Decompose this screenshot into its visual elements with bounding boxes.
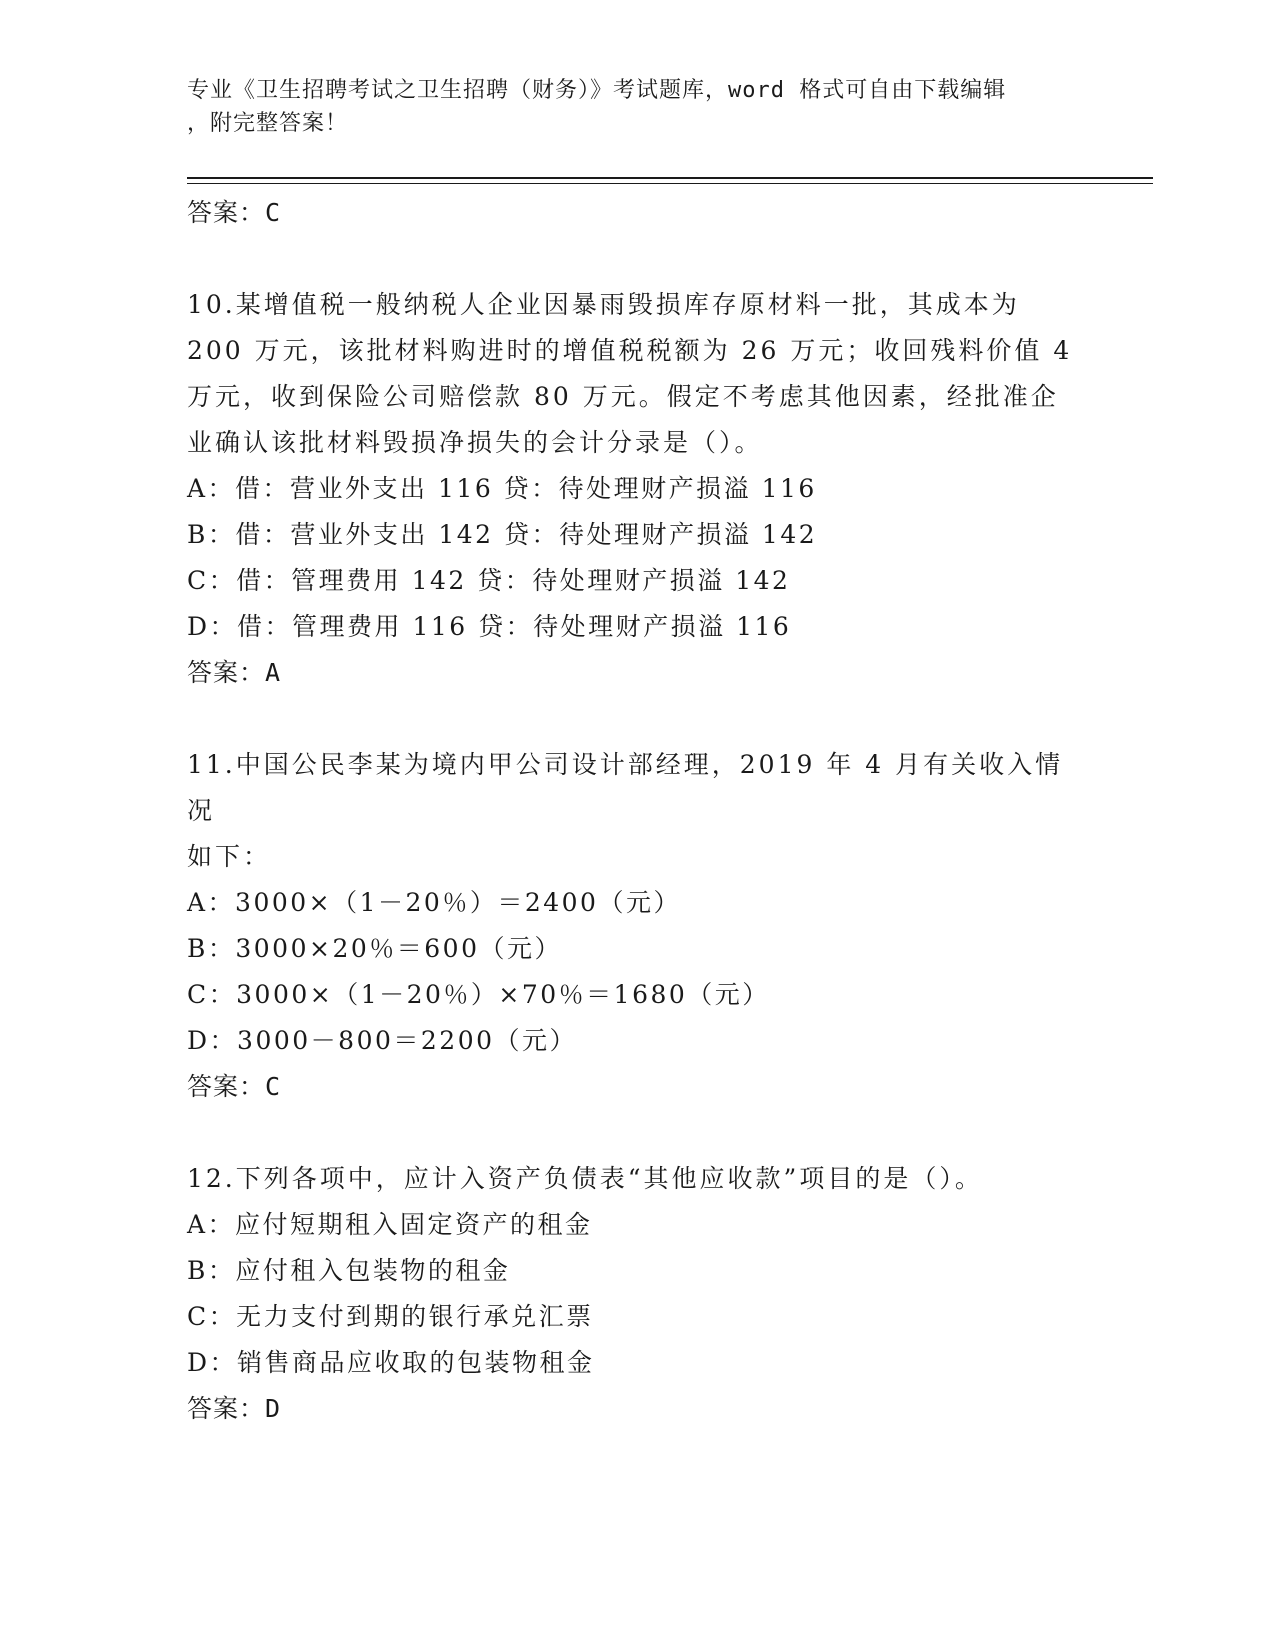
question-text: 万元，收到保险公司赔偿款 80 万元。假定不考虑其他因素，经批准企 bbox=[187, 382, 1059, 411]
question-text: 200 万元，该批材料购进时的增值税税额为 26 万元；收回残料价值 4 bbox=[187, 336, 1073, 365]
option-d: D：销售商品应收取的包装物租金 bbox=[187, 1348, 595, 1377]
document-header bbox=[187, 74, 1077, 140]
spacer bbox=[187, 696, 1087, 742]
question-list bbox=[187, 190, 1087, 1432]
question-11 bbox=[187, 742, 1087, 1110]
option-a: A：3000×（1－20％）＝2400（元） bbox=[187, 888, 681, 917]
header-rule-thin bbox=[187, 183, 1153, 184]
option-b: B：应付租入包装物的租金 bbox=[187, 1256, 511, 1285]
previous-answer: 答案：C bbox=[187, 198, 282, 227]
header-line: ，附完整答案！ bbox=[187, 111, 349, 136]
question-text: 业确认该批材料毁损净损失的会计分录是（）。 bbox=[187, 428, 763, 457]
question-text: 10.某增值税一般纳税人企业因暴雨毁损库存原材料一批，其成本为 bbox=[187, 290, 1020, 319]
spacer bbox=[187, 236, 1087, 282]
option-c: C：借：管理费用 142 贷：待处理财产损溢 142 bbox=[187, 566, 791, 595]
answer: 答案：A bbox=[187, 658, 282, 687]
question-10 bbox=[187, 282, 1087, 696]
question-text: 11.中国公民李某为境内甲公司设计部经理，2019 年 4 月有关收入情况 bbox=[187, 750, 1064, 825]
option-b: B：借：营业外支出 142 贷：待处理财产损溢 142 bbox=[187, 520, 818, 549]
answer: 答案：D bbox=[187, 1394, 282, 1423]
option-c: C：无力支付到期的银行承兑汇票 bbox=[187, 1302, 594, 1331]
question-12 bbox=[187, 1156, 1087, 1432]
option-d: D：借：管理费用 116 贷：待处理财产损溢 116 bbox=[187, 612, 792, 641]
option-a: A：借：营业外支出 116 贷：待处理财产损溢 116 bbox=[187, 474, 817, 503]
question-text: 如下： bbox=[187, 842, 272, 871]
header-rule-thick bbox=[187, 177, 1153, 179]
option-b: B：3000×20％＝600（元） bbox=[187, 934, 562, 963]
question-text: 12.下列各项中，应计入资产负债表“其他应收款”项目的是（）。 bbox=[187, 1164, 983, 1193]
header-line: 专业《卫生招聘考试之卫生招聘（财务）》考试题库，word 格式可自由下载编辑 bbox=[187, 78, 1007, 103]
spacer bbox=[187, 1110, 1087, 1156]
option-a: A：应付短期租入固定资产的租金 bbox=[187, 1210, 593, 1239]
option-c: C：3000×（1－20％）×70％＝1680（元） bbox=[187, 980, 770, 1009]
answer: 答案：C bbox=[187, 1072, 282, 1101]
option-d: D：3000－800＝2200（元） bbox=[187, 1026, 578, 1055]
